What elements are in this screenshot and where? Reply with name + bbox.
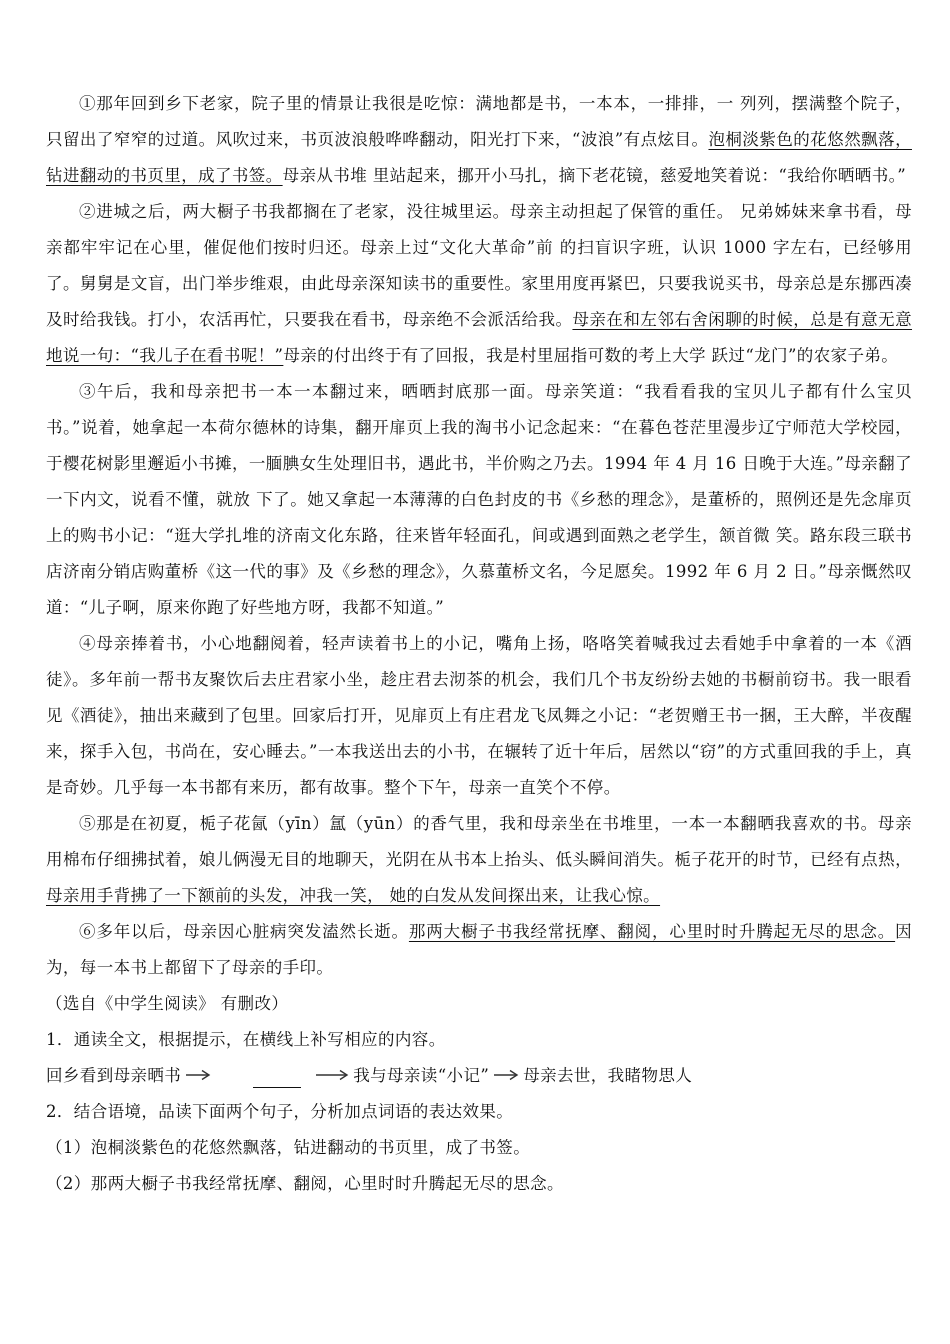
paragraph-1: ①那年回到乡下老家，院子里的情景让我很是吃惊：满地都是书，一本本，一排排，一 列列，摆满整个院子，只留出了窄窄的过道。风吹过来，书页波浪般哗哗翻动，阳光打下来，“波浪”有点炫目。泡桐淡紫色的花悠然飘落，钻进翻动的书页里，成了书签。母亲从书堆 里站起来，挪开小马扎，摘下老花镜，慈爱地笑着说：“我给你晒晒书。” bbox=[46, 94, 912, 185]
arrow-right-icon bbox=[185, 1058, 211, 1094]
paragraph-4: ④母亲捧着书，小心地翻阅着，轻声读着书上的小记，嘴角上扬，咯咯笑着喊我过去看她手中拿着的一本《酒徒》。多年前一帮书友聚饮后去庄君家小坐，趁庄君去沏茶的机会，我们几个书友纷纷去她的书橱前窃书。我一眼看见《酒徒》，抽出来藏到了包里。回家后打开，见扉页上有庄君龙飞凤舞之小记：“老贺赠王书一捆，王大醉，半夜醒来，探手入包，书尚在，安心睡去。”一本我送出去的小书，在辗转了近十年后，居然以“窃”的方式重回我的手上，真是奇妙。几乎每一本书都有来历，都有故事。整个下午，母亲一直笑个不停。 bbox=[46, 634, 912, 797]
paragraph-5: ⑤那是在初夏，栀子花氤（yīn）氲（yūn）的香气里，我和母亲坐在书堆里，一本一本翻晒我喜欢的书。母亲用棉布仔细拂拭着，娘儿俩漫无目的地聊天，光阴在从书本上抬头、低头瞬间消失。栀子花开的时节，已经有点热，母亲用手背拂了一下额前的头发，冲我一笑， 她的白发从发间探出来，让我心惊。 bbox=[46, 814, 912, 905]
underlined-sentence: 泡桐淡紫色的花悠然飘落，钻进翻动的书页里，成了书签。 bbox=[46, 130, 912, 185]
arrow-right-icon bbox=[493, 1058, 519, 1094]
source-note: （选自《中学生阅读》 有删改） bbox=[46, 994, 289, 1013]
paragraph-3: ③午后，我和母亲把书一本一本翻过来，晒晒封底那一面。母亲笑道：“我看看我的宝贝儿子都有什么宝贝书。”说着，她拿起一本荷尔德林的诗集，翻开扉页上我的淘书小记念起来：“在暮色苍茫里漫步辽宁师范大学校园，于樱花树影里邂逅小书摊，一腼腆女生处理旧书，遇此书，半价购之乃去。1994 年 4 月 16 日晚于大连。”母亲翻了一下内文，说看不懂，就放 下了。她又拿起一本薄薄的白色封皮的书《乡愁的理念》，是董桥的，照例还是先念扉页上的购书小记：“逛大学扎堆的济南文化东路，往来皆年轻面孔，间或遇到面熟之老学生，颔首微 笑。路东段三联书店济南分销店购董桥《这一代的事》及《乡愁的理念》，久慕董桥文名，今足愿矣。1992 年 6 月 2 日。”母亲慨然叹道：“儿子啊，原来你跑了好些地方呀，我都不知道。” bbox=[46, 382, 912, 617]
question-1-prompt: 1．通读全文，根据提示，在横线上补写相应的内容。 bbox=[46, 1030, 446, 1049]
flow-step-3: 母亲去世，我睹物思人 bbox=[523, 1066, 693, 1085]
paragraph-2: ②进城之后，两大橱子书我都搁在了老家，没往城里运。母亲主动担起了保管的重任。 兄弟姊妹来拿书看，母亲都牢牢记在心里，催促他们按时归还。母亲上过“文化大革命”前 的扫盲识字班，认识 1000 字左右，已经够用了。舅舅是文盲，出门举步维艰，由此母亲深知读书的重要性。家里用度再紧巴，只要我说买书，母亲总是东挪西凑及时给我钱。打小，农活再忙，只要我在看书，母亲绝不会派活给我。母亲在和左邻右舍闲聊的时候，总是有意无意地说一句：“我儿子在看书呢！”母亲的付出终于有了回报，我是村里屈指可数的考上大学 跃过“龙门”的农家子弟。 bbox=[46, 202, 913, 365]
flow-step-2: 我与母亲读“小记” bbox=[353, 1066, 490, 1085]
question-2-prompt: 2．结合语境，品读下面两个句子，分析加点词语的表达效果。 bbox=[46, 1102, 514, 1121]
underlined-sentence: 那两大橱子书我经常抚摩、翻阅，心里时时升腾起无尽的思念。 bbox=[408, 922, 896, 941]
answer-blank[interactable] bbox=[253, 1065, 301, 1088]
underlined-sentence: 母亲用手背拂了一下额前的头发，冲我一笑， 她的白发从发间探出来，让我心惊。 bbox=[46, 886, 661, 905]
flow-step-1: 回乡看到母亲晒书 bbox=[46, 1066, 182, 1085]
question-1-flow bbox=[46, 1058, 912, 1094]
question-2-item-1: （1）泡桐淡紫色的花悠然飘落，钻进翻动的书页里，成了书签。 bbox=[46, 1138, 531, 1157]
document-page bbox=[46, 86, 912, 1202]
arrow-right-icon bbox=[315, 1058, 349, 1094]
underlined-sentence: 母亲在和左邻右舍闲聊的时候，总是有意无意地说一句：“我儿子在看书呢！” bbox=[46, 310, 913, 365]
question-2-item-2: （2）那两大橱子书我经常抚摩、翻阅，心里时时升腾起无尽的思念。 bbox=[46, 1174, 564, 1193]
paragraph-6: ⑥多年以后，母亲因心脏病突发溘然长逝。那两大橱子书我经常抚摩、翻阅，心里时时升腾起无尽的思念。因为，每一本书上都留下了母亲的手印。 bbox=[46, 922, 913, 977]
